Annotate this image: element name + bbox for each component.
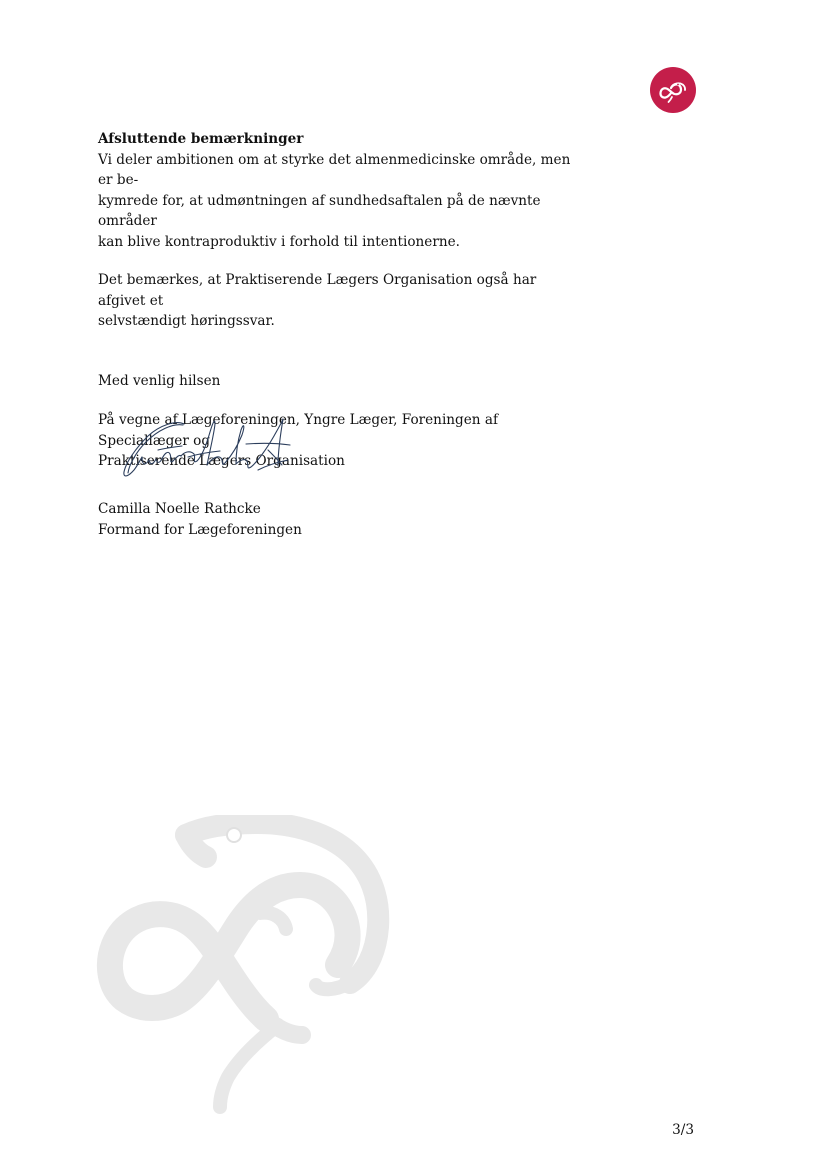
handwritten-signature [118, 410, 303, 485]
signer-block [98, 499, 302, 540]
on-behalf-line: Praktiserende Lægers Organisation [98, 453, 345, 469]
on-behalf-line: På vegne af Lægeforeningen, Yngre Læger, Foreningen af Speciallæger og [98, 412, 498, 449]
paragraph-line: Det bemærkes, at Praktiserende Lægers Organisation også har afgivet et [98, 272, 537, 309]
paragraph-line: kymrede for, at udmøntningen af sundhedsaftalen på de nævnte områder [98, 192, 541, 229]
paragraph-line: kan blive kontraproduktiv i forhold til intentionerne. [98, 233, 460, 250]
closing-greeting: Med venlig hilsen [98, 372, 221, 389]
section-heading: Afsluttende bemærkninger [98, 131, 304, 147]
page-number: 3/3 [672, 1122, 694, 1138]
snake-watermark-icon [88, 815, 443, 1115]
paragraph-line: Vi deler ambitionen om at styrke det almenmedicinske område, men er be- [98, 151, 571, 188]
signer-title: Formand for Lægeforeningen [98, 521, 302, 538]
signer-name: Camilla Noelle Rathcke [98, 501, 261, 517]
paragraph-line: selvstændigt høringssvar. [98, 313, 275, 329]
snake-logo-icon [650, 67, 696, 113]
